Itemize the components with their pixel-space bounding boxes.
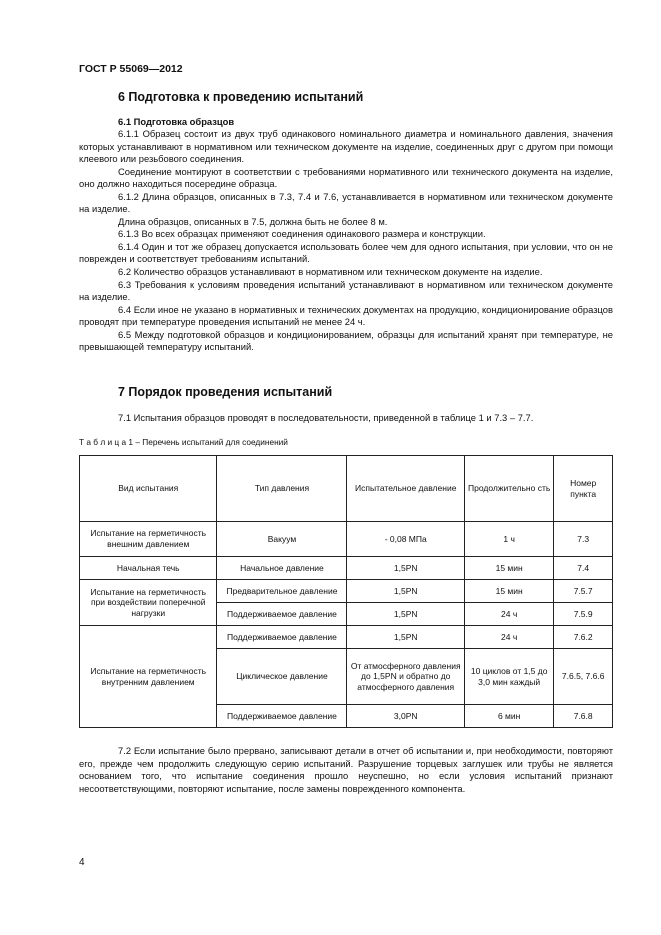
cell-pressure-type: Поддерживаемое давление: [217, 603, 347, 626]
cell-test-pressure: От атмосферного давления до 1,5PN и обратно до атмосферного давления: [347, 649, 465, 705]
paragraph-6-1-2-length: Длина образцов, описанных в 7.5, должна быть не более 8 м.: [118, 215, 388, 227]
cell-test-group: Испытание на герметичность внутренним давлением: [80, 626, 217, 728]
cell-duration: 24 ч: [464, 603, 553, 626]
cell-pressure-type: Поддерживаемое давление: [217, 705, 347, 728]
paragraph-6-1-3: 6.1.3 Во всех образцах применяют соединения одинакового размера и конструкции.: [118, 228, 486, 240]
section-7-title: 7 Порядок проведения испытаний: [118, 385, 333, 399]
cell-duration: 24 ч: [464, 626, 553, 649]
cell-test-group: Испытание на герметичность при воздействии поперечной нагрузки: [80, 580, 217, 626]
section-6-body: [79, 128, 613, 354]
cell-duration: 1 ч: [464, 522, 553, 557]
table-row: [80, 522, 613, 557]
paragraph-6-1-2: 6.1.2 Длина образцов, описанных в 7.3, 7.4 и 7.6, устанавливается в нормативном или техническом документе на изделие.: [79, 190, 613, 215]
section-7-2-body: [79, 745, 613, 795]
cell-pressure-type: Циклическое давление: [217, 649, 347, 705]
cell-test-pressure: 1,5PN: [347, 626, 465, 649]
cell-duration: 6 мин: [464, 705, 553, 728]
cell-duration: 15 мин: [464, 580, 553, 603]
cell-pressure-type: Поддерживаемое давление: [217, 626, 347, 649]
paragraph-6-3: 6.3 Требования к условиям проведения испытаний устанавливают в нормативном или техническом документе на изделие.: [79, 278, 613, 303]
tests-table: [79, 455, 613, 728]
paragraph-6-2: 6.2 Количество образцов устанавливают в нормативном или техническом документе на изделие.: [118, 266, 543, 278]
header-test-type: Вид испытания: [80, 456, 217, 522]
paragraph-6-5: 6.5 Между подготовкой образцов и кондиционированием, образцы для испытаний хранят при температуре, не превышающей температуру испытаний.: [79, 328, 613, 353]
document-code: ГОСТ Р 55069—2012: [79, 63, 183, 75]
paragraph-6-1-4: 6.1.4 Один и тот же образец допускается использовать более чем для одного испытания, при условии, что он не поврежден и соответствует требованиям испытаний.: [79, 240, 613, 265]
section-7-intro: [79, 412, 613, 425]
cell-test: Испытание на герметичность внешним давлением: [80, 522, 217, 557]
table-row: [80, 626, 613, 649]
header-clause: Номер пункта: [554, 456, 613, 522]
cell-test-pressure: 1,5PN: [347, 603, 465, 626]
table-row: [80, 557, 613, 580]
cell-pressure-type: Начальное давление: [217, 557, 347, 580]
cell-duration: 15 мин: [464, 557, 553, 580]
cell-clause: 7.3: [554, 522, 613, 557]
page-number: 4: [79, 857, 85, 868]
table-row: [80, 580, 613, 603]
paragraph-6-1-1-mounting: Соединение монтируют в соответствии с требованиями нормативного или технического документа на изделие, оно должно находиться посередине образца.: [79, 165, 613, 190]
cell-clause: 7.5.7: [554, 580, 613, 603]
cell-test-pressure: - 0,08 МПа: [347, 522, 465, 557]
cell-clause: 7.6.5, 7.6.6: [554, 649, 613, 705]
section-6-title: 6 Подготовка к проведению испытаний: [118, 90, 364, 104]
cell-clause: 7.6.2: [554, 626, 613, 649]
cell-test-pressure: 3,0PN: [347, 705, 465, 728]
paragraph-7-1: 7.1 Испытания образцов проводят в последовательности, приведенной в таблице 1 и 7.3 – 7.7.: [118, 412, 534, 423]
cell-clause: 7.4: [554, 557, 613, 580]
cell-pressure-type: Предварительное давление: [217, 580, 347, 603]
cell-clause: 7.5.9: [554, 603, 613, 626]
header-duration: Продолжительно сть: [464, 456, 553, 522]
subsection-6-1-title: 6.1 Подготовка образцов: [118, 116, 235, 127]
paragraph-7-2: 7.2 Если испытание было прервано, записывают детали в отчет об испытании и, при необходимости, повторяют его, прежде чем продолжить следующую серию испытаний. Разрушение торцевых заглушек или трубы не является основанием того, что испытание соединения прошло неуспешно, но если условия испытаний признают несоответствующими, повторяют испытание, после замены поврежденного компонента.: [79, 745, 613, 794]
cell-test-pressure: 1,5PN: [347, 557, 465, 580]
paragraph-6-1-1: 6.1.1 Образец состоит из двух труб одинакового номинального диаметра и номинального давления, значения которых устанавливают в нормативном или техническом документе на изделие, соединенных друг с другом при помощи клеевого или резьбового соединения.: [79, 128, 613, 165]
header-test-pressure: Испытательное давление: [347, 456, 465, 522]
table-caption: Т а б л и ц а 1 – Перечень испытаний для соединений: [79, 437, 288, 447]
cell-pressure-type: Вакуум: [217, 522, 347, 557]
cell-clause: 7.6.8: [554, 705, 613, 728]
paragraph-6-4: 6.4 Если иное не указано в нормативных и технических документах на продукцию, кондиционирование образцов проводят при температуре проведения испытаний не менее 24 ч.: [79, 303, 613, 328]
header-pressure-type: Тип давления: [217, 456, 347, 522]
table-header-row: [80, 456, 613, 522]
cell-test: Начальная течь: [80, 557, 217, 580]
cell-duration: 10 циклов от 1,5 до 3,0 мин каждый: [464, 649, 553, 705]
cell-test-pressure: 1,5PN: [347, 580, 465, 603]
